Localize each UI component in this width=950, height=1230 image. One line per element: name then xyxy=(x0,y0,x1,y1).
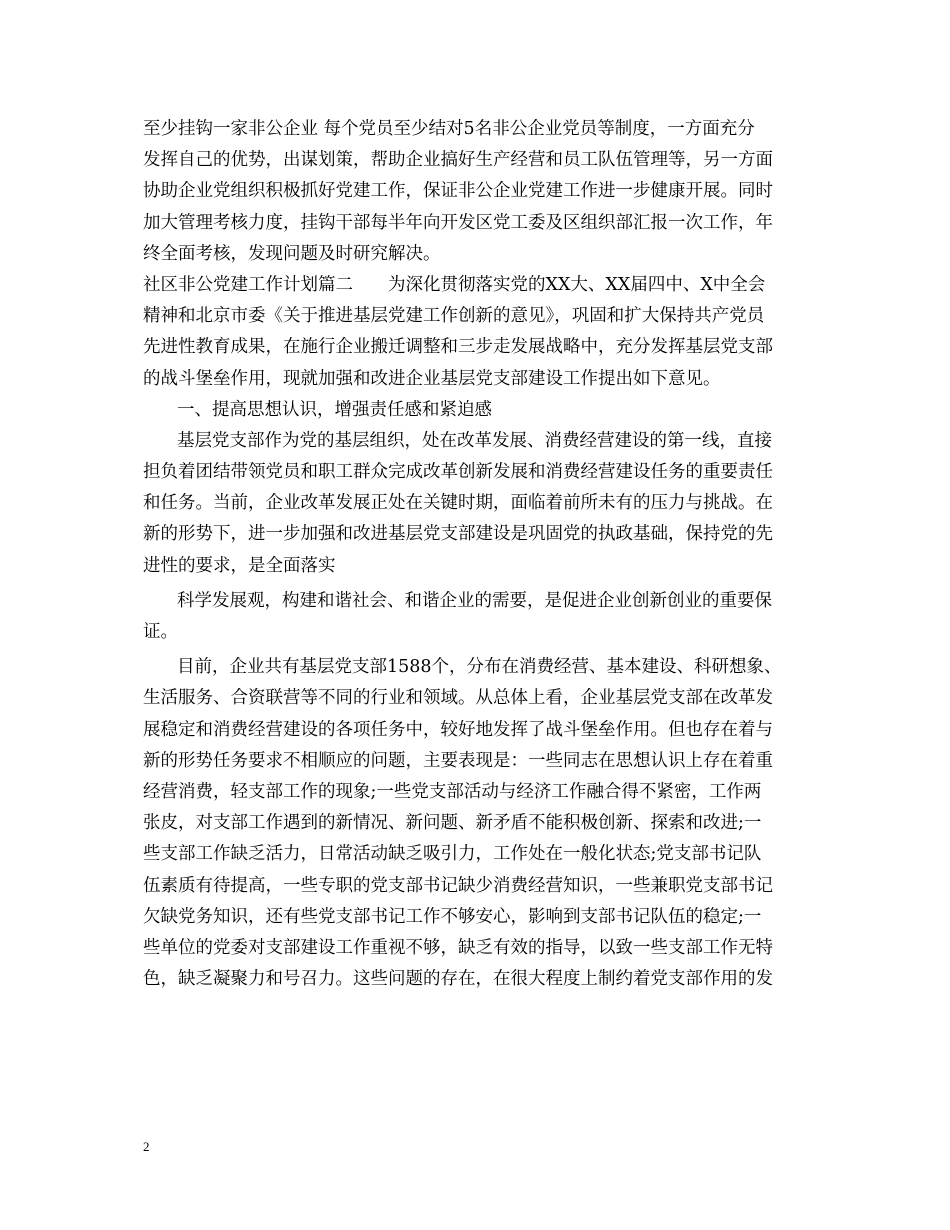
text-line: 经营消费，轻支部工作的现象;一些党支部活动与经济工作融合得不紧密，工作两 xyxy=(143,781,762,802)
text-line: 张皮，对支部工作遇到的新情况、新问题、新矛盾不能积极创新、探索和改进;一 xyxy=(143,813,762,834)
page-number: 2 xyxy=(143,1139,150,1154)
text-line: 精神和北京市委《关于推进基层党建工作创新的意见》，巩固和扩大保持共产党员 xyxy=(143,306,765,327)
text-line: 生活服务、合资联营等不同的行业和领域。从总体上看，企业基层党支部在改革发 xyxy=(143,688,773,709)
text-line: 基层党支部作为党的基层组织，处在改革发展、消费经营建设的第一线，直接 xyxy=(177,430,772,451)
text-line: 先进性教育成果，在施行企业搬迁调整和三步走发展战略中，充分发挥基层党支部 xyxy=(143,337,773,358)
text-line: 新的形势任务要求不相顺应的问题，主要表现是：一些同志在思想认识上存在着重 xyxy=(143,750,773,771)
text-line: 发挥自己的优势，出谋划策，帮助企业搞好生产经营和员工队伍管理等，另一方面 xyxy=(143,150,773,171)
text-line: 些单位的党委对支部建设工作重视不够，缺乏有效的指导，以致一些支部工作无特 xyxy=(143,937,773,958)
text-line: 科学发展观，构建和谐社会、和谐企业的需要，是促进企业创新创业的重要保 xyxy=(177,590,772,611)
text-line: 加大管理考核力度，挂钩干部每半年向开发区党工委及区组织部汇报一次工作，年 xyxy=(143,212,773,233)
text-line: 至少挂钩一家非公企业 每个党员至少结对5名非公企业党员等制度，一方面充分 xyxy=(143,119,755,139)
text-line: 进性的要求，是全面落实 xyxy=(143,555,336,576)
text-line: 伍素质有待提高，一些专职的党支部书记缺少消费经营知识，一些兼职党支部书记 xyxy=(143,875,773,896)
text-line: 的战斗堡垒作用，现就加强和改进企业基层党支部建设工作提出如下意见。 xyxy=(143,368,721,389)
text-line: 终全面考核，发现问题及时研究解决。 xyxy=(143,243,441,264)
subheading-line: 一、提高思想认识，增强责任感和紧迫感 xyxy=(177,399,492,420)
section-heading-line: 社区非公党建工作计划篇二 为深化贯彻落实党的XX大、XX届四中、X中全会 xyxy=(143,274,766,295)
text-line: 些支部工作缺乏活力，日常活动缺乏吸引力，工作处在一般化状态;党支部书记队 xyxy=(143,844,762,865)
text-line: 协助企业党组织积极抓好党建工作，保证非公企业党建工作进一步健康开展。同时 xyxy=(143,181,773,202)
text-line: 担负着团结带领党员和职工群众完成改革创新发展和消费经营建设任务的重要责任 xyxy=(143,462,773,483)
text-line: 和任务。当前，企业改革发展正处在关键时期，面临着前所未有的压力与挑战。在 xyxy=(143,493,773,514)
text-line: 色，缺乏凝聚力和号召力。这些问题的存在，在很大程度上制约着党支部作用的发 xyxy=(143,969,773,990)
body-text xyxy=(143,114,833,995)
text-line: 展稳定和消费经营建设的各项任务中，较好地发挥了战斗堡垒作用。但也存在着与 xyxy=(143,719,773,740)
text-line: 目前，企业共有基层党支部1588个，分布在消费经营、基本建设、科研想象、 xyxy=(177,657,782,678)
text-line: 欠缺党务知识，还有些党支部书记工作不够安心，影响到支部书记队伍的稳定;一 xyxy=(143,906,762,927)
text-line: 证。 xyxy=(143,622,178,642)
text-line: 新的形势下，进一步加强和改进基层党支部建设是巩固党的执政基础，保持党的先 xyxy=(143,524,773,545)
